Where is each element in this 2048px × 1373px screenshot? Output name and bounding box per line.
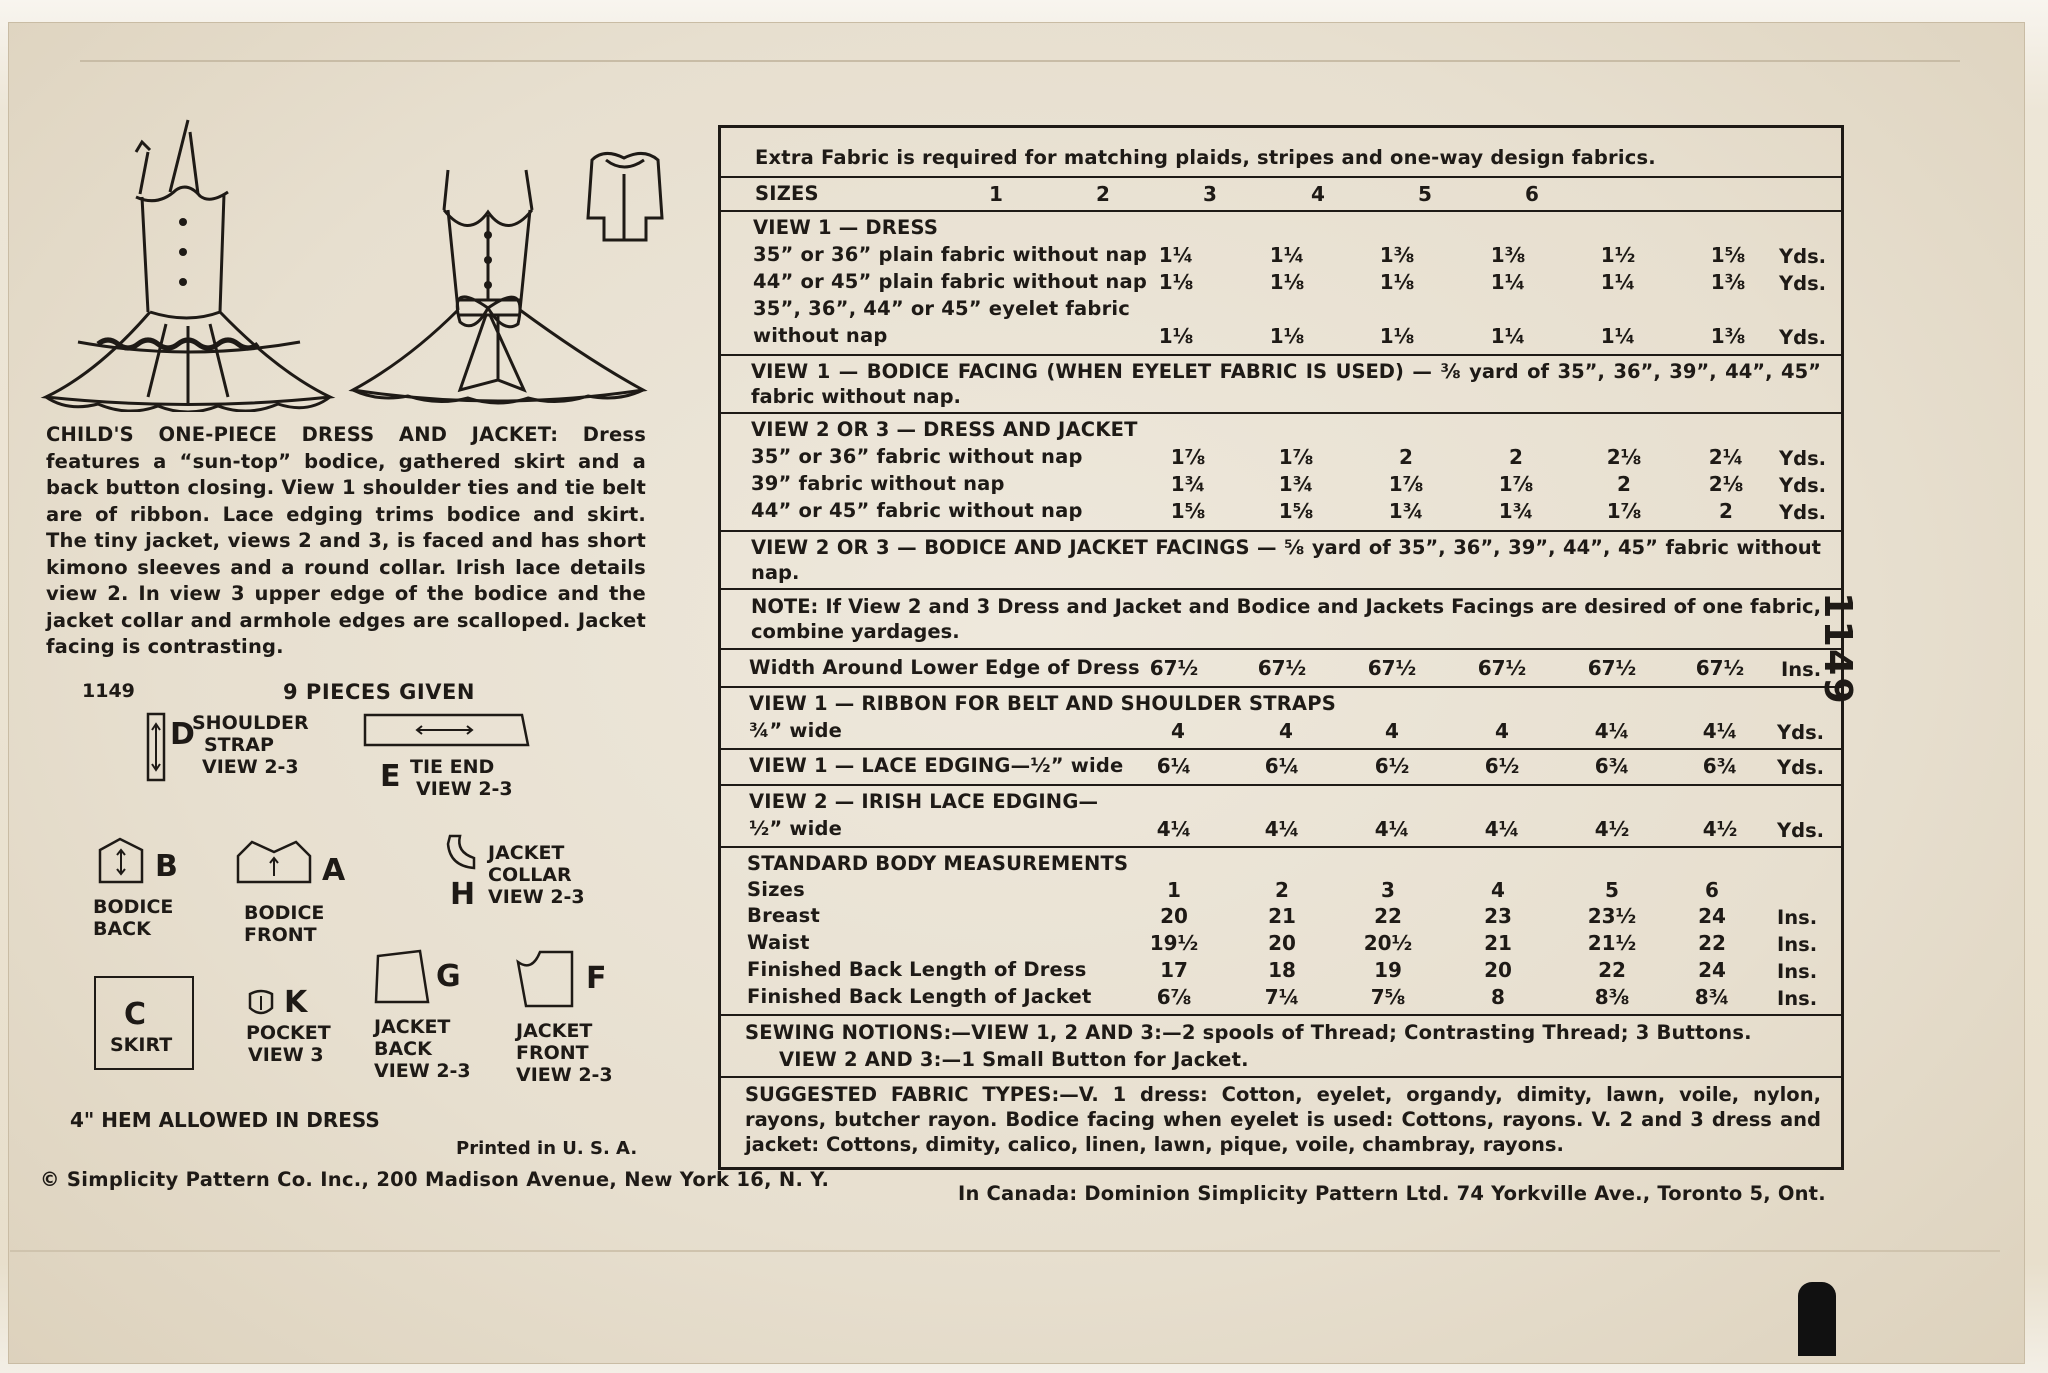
dress-view1-illustration [38, 112, 338, 412]
body-value: 22 [1698, 931, 1726, 955]
description-body: Dress features a “sun-top” bodice, gathered skirt and a back button closing. View 1 shoulder ties and tie belt are of ribbon. Lace edging trims bodice and skirt. The tiny jacket, views 2 and 3, is faced and has short kimono sleeves and a round collar. Irish lace details view 2. In view 3 upper edge of the bodice and the jacket collar and armhole edges are scalloped. Jacket facing is contrasting. [46, 423, 646, 658]
lace-value: 6¾ [1594, 754, 1630, 778]
view23-dress-value: 1⅞ [1388, 472, 1424, 496]
body-value: 24 [1698, 904, 1726, 928]
irish-title: VIEW 2 — IRISH LACE EDGING— [749, 790, 1099, 813]
body-value: 23 [1484, 904, 1512, 928]
body-value: 21 [1484, 931, 1512, 955]
piece-g-label-line: JACKET [374, 1016, 451, 1038]
view23-dress-value: 2¼ [1708, 445, 1744, 469]
piece-c-letter: C [124, 997, 147, 1032]
view23-dress-value: 2 [1399, 445, 1413, 469]
piece-k-shape [246, 988, 276, 1018]
piece-c-shape [94, 976, 194, 1070]
view23-dress-value: 2 [1509, 445, 1523, 469]
unit-label: Yds. [1777, 819, 1825, 842]
ribbon-value: 4¼ [1594, 719, 1630, 743]
view23-dress-value: 2⅛ [1708, 472, 1744, 496]
irish-value: 4¼ [1156, 817, 1192, 841]
view23-dress-value: 1¾ [1388, 499, 1424, 523]
view1-dress-value: 1¼ [1600, 324, 1636, 348]
ribbon-value: 4¼ [1702, 719, 1738, 743]
view1-dress-value: 1⅜ [1710, 270, 1746, 294]
size-header: 3 [1203, 182, 1217, 206]
irish-value: 4¼ [1484, 817, 1520, 841]
body-value: 7¼ [1264, 985, 1300, 1009]
piece-f-letter: F [586, 961, 607, 996]
view1-dress-title: VIEW 1 — DRESS [753, 216, 939, 239]
piece-k-letter: K [284, 985, 308, 1020]
body-value: 22 [1374, 904, 1402, 928]
view1-facing-note: VIEW 1 — BODICE FACING (WHEN EYELET FABRIC IS USED) — ⅜ yard of 35”, 36”, 39”, 44”, 45” fabric without nap. [751, 360, 1821, 408]
envelope-flap-edge [80, 60, 1960, 62]
piece-g-label-line: BACK [374, 1038, 432, 1060]
pattern-description [46, 422, 646, 661]
view23-facings-note: VIEW 2 OR 3 — BODICE AND JACKET FACINGS — ⅝ yard of 35”, 36”, 39”, 44”, 45” fabric without nap. [751, 536, 1821, 584]
view23-dress-value: 1⅞ [1278, 445, 1314, 469]
view23-dress-title: VIEW 2 OR 3 — DRESS AND JACKET [751, 418, 1138, 441]
size-header: 4 [1311, 182, 1325, 206]
unit-label: Yds. [1779, 272, 1827, 295]
width-value: 67½ [1257, 656, 1307, 680]
piece-d-label-line: VIEW 2-3 [202, 756, 299, 778]
view1-dress-value: 1⅜ [1710, 324, 1746, 348]
body-value: 8⅜ [1594, 985, 1630, 1009]
piece-d-label [192, 712, 309, 778]
body-row-label: Waist [747, 931, 810, 954]
body-value: 19 [1374, 958, 1402, 982]
piece-b-letter: B [155, 849, 178, 884]
piece-b-label [93, 896, 173, 940]
combine-note: NOTE: If View 2 and 3 Dress and Jacket and Bodice and Jackets Facings are desired of one fabric, combine yardages. [751, 595, 1821, 643]
unit-label: Yds. [1779, 326, 1827, 349]
irish-label: ½” wide [749, 817, 843, 840]
pieces-count: 9 PIECES GIVEN [283, 680, 475, 704]
view23-dress-value: 1¾ [1498, 499, 1534, 523]
side-pattern-number: 1149 [1816, 592, 1860, 706]
size-header: 5 [1418, 182, 1432, 206]
view23-dress-value: 1¾ [1170, 472, 1206, 496]
body-value: 22 [1598, 958, 1626, 982]
view23-dress-value: 2 [1719, 499, 1733, 523]
body-row-label: Breast [747, 904, 820, 927]
view1-dress-value: 1⅝ [1710, 243, 1746, 267]
lace-value: 6¼ [1264, 754, 1300, 778]
yardage-chart [718, 125, 1844, 1170]
unit-label: Ins. [1777, 987, 1818, 1010]
body-value: 21 [1268, 904, 1296, 928]
view23-dress-value: 1⅝ [1278, 499, 1314, 523]
body-row-label: Finished Back Length of Jacket [747, 985, 1092, 1008]
view1-dress-value: 1¼ [1158, 243, 1194, 267]
view1-dress-value: 1⅛ [1269, 324, 1305, 348]
size-header: 1 [989, 182, 1003, 206]
view1-dress-row-label: 35”, 36”, 44” or 45” eyelet fabric [753, 297, 1131, 320]
view23-dress-value: 2 [1617, 472, 1631, 496]
body-value: 6⅞ [1156, 985, 1192, 1009]
piece-f-label-line: FRONT [516, 1042, 589, 1064]
ribbon-label: ¾” wide [749, 719, 843, 742]
body-size-header: 1 [1167, 878, 1181, 902]
piece-f-label-line: VIEW 2-3 [516, 1064, 613, 1086]
copyright: © Simplicity Pattern Co. Inc., 200 Madison Avenue, New York 16, N. Y. [40, 1168, 830, 1191]
lace-value: 6½ [1484, 754, 1520, 778]
envelope-tab [1798, 1282, 1836, 1356]
piece-d-label-line: STRAP [204, 734, 274, 756]
view1-dress-value: 1¼ [1269, 243, 1305, 267]
view1-dress-value: 1½ [1600, 243, 1636, 267]
body-sizes-label: Sizes [747, 878, 805, 901]
ribbon-title: VIEW 1 — RIBBON FOR BELT AND SHOULDER STRAPS [749, 692, 1336, 715]
piece-h-label-line: JACKET [488, 842, 565, 864]
body-value: 21½ [1587, 931, 1637, 955]
body-size-header: 3 [1381, 878, 1395, 902]
view1-dress-row-label: 35” or 36” plain fabric without nap [753, 243, 1147, 266]
piece-d-label-line: SHOULDER [192, 712, 309, 734]
pieces-pattern-number: 1149 [82, 680, 135, 702]
view1-dress-value: 1⅜ [1379, 243, 1415, 267]
piece-g-label [374, 1016, 471, 1082]
piece-h-label-line: VIEW 2-3 [488, 886, 585, 908]
view1-dress-value: 1¼ [1490, 324, 1526, 348]
piece-k-label-line: VIEW 3 [248, 1044, 324, 1066]
body-size-header: 4 [1491, 878, 1505, 902]
irish-value: 4½ [1702, 817, 1738, 841]
width-value: 67½ [1695, 656, 1745, 680]
view23-dress-value: 1⅞ [1170, 445, 1206, 469]
envelope-fold-edge [10, 1250, 2000, 1252]
body-value: 19½ [1149, 931, 1199, 955]
ribbon-value: 4 [1385, 719, 1399, 743]
view1-dress-value: 1⅛ [1379, 324, 1415, 348]
piece-d-shape [146, 712, 166, 782]
piece-d-letter: D [170, 717, 195, 752]
body-value: 17 [1160, 958, 1188, 982]
view23-dress-row-label: 44” or 45” fabric without nap [751, 499, 1083, 522]
view1-dress-value: 1⅛ [1158, 270, 1194, 294]
ribbon-value: 4 [1495, 719, 1509, 743]
piece-f-label-line: JACKET [516, 1020, 593, 1042]
view23-dress-value: 1⅞ [1606, 499, 1642, 523]
width-row-label: Width Around Lower Edge of Dress [749, 656, 1140, 679]
size-header: 2 [1096, 182, 1110, 206]
unit-label: Ins. [1777, 906, 1818, 929]
view1-dress-value: 1⅛ [1379, 270, 1415, 294]
body-row-label: Finished Back Length of Dress [747, 958, 1087, 981]
piece-h-shape [444, 832, 480, 872]
view23-dress-row-label: 39” fabric without nap [751, 472, 1005, 495]
width-value: 67½ [1367, 656, 1417, 680]
lace-label: VIEW 1 — LACE EDGING—½” wide [749, 754, 1124, 777]
unit-label: Ins. [1781, 658, 1822, 681]
extra-fabric-note: Extra Fabric is required for matching plaids, stripes and one-way design fabrics. [755, 146, 1656, 169]
piece-f-shape [512, 948, 578, 1010]
body-value: 20 [1484, 958, 1512, 982]
piece-a-label [244, 902, 324, 946]
unit-label: Ins. [1777, 960, 1818, 983]
body-value: 20½ [1363, 931, 1413, 955]
body-value: 24 [1698, 958, 1726, 982]
body-size-header: 5 [1605, 878, 1619, 902]
description-lead: CHILD'S ONE-PIECE DRESS AND JACKET: [46, 423, 559, 446]
body-value: 20 [1160, 904, 1188, 928]
view1-dress-value: 1¼ [1490, 270, 1526, 294]
piece-h-letter: H [450, 877, 476, 912]
lace-value: 6¼ [1156, 754, 1192, 778]
piece-c-label: SKIRT [110, 1034, 173, 1056]
body-value: 23½ [1587, 904, 1637, 928]
notions-line1: SEWING NOTIONS:—VIEW 1, 2 AND 3:—2 spools of Thread; Contrasting Thread; 3 Buttons. [745, 1021, 1752, 1044]
piece-b-label-line: BACK [93, 918, 151, 940]
piece-e-label [410, 756, 513, 800]
body-value: 18 [1268, 958, 1296, 982]
piece-f-label [516, 1020, 613, 1086]
unit-label: Yds. [1779, 245, 1827, 268]
irish-value: 4¼ [1374, 817, 1410, 841]
view23-dress-value: 1⅞ [1498, 472, 1534, 496]
piece-g-shape [372, 948, 432, 1006]
piece-a-shape [234, 838, 314, 886]
view23-dress-value: 2⅛ [1606, 445, 1642, 469]
body-size-header: 6 [1705, 878, 1719, 902]
piece-h-label-line: COLLAR [488, 864, 572, 886]
unit-label: Ins. [1777, 933, 1818, 956]
body-size-header: 2 [1275, 878, 1289, 902]
irish-value: 4¼ [1264, 817, 1300, 841]
view1-dress-row-label: 44” or 45” plain fabric without nap [753, 270, 1147, 293]
piece-a-label-line: BODICE [244, 902, 325, 924]
view1-dress-value: 1⅛ [1269, 270, 1305, 294]
jacket-illustration [584, 148, 666, 244]
width-value: 67½ [1149, 656, 1199, 680]
unit-label: Yds. [1777, 721, 1825, 744]
piece-b-shape [96, 836, 146, 886]
body-value: 20 [1268, 931, 1296, 955]
piece-e-letter: E [380, 759, 401, 794]
width-value: 67½ [1477, 656, 1527, 680]
body-title: STANDARD BODY MEASUREMENTS [747, 852, 1129, 875]
printed-in: Printed in U. S. A. [456, 1138, 638, 1159]
body-value: 7⅝ [1370, 985, 1406, 1009]
view1-dress-row-label2: without nap [753, 324, 888, 347]
sizes-label: SIZES [755, 182, 819, 205]
unit-label: Yds. [1779, 501, 1827, 524]
piece-b-label-line: BODICE [93, 896, 174, 918]
fabric-types: SUGGESTED FABRIC TYPES:—V. 1 dress: Cotton, eyelet, organdy, dimity, lawn, voile, nylon, rayons, butcher rayon. Bodice facing when eyelet is used: Cottons, rayons. V. 2 and 3 dress and jacket: Cottons, dimity, calico, linen, lawn, pique, voile, chambray, rayons. [745, 1083, 1821, 1156]
body-value: 8 [1491, 985, 1505, 1009]
view1-dress-value: 1⅜ [1490, 243, 1526, 267]
piece-k-label-line: POCKET [246, 1022, 331, 1044]
unit-label: Yds. [1777, 756, 1825, 779]
piece-e-label-line: TIE END [410, 756, 495, 778]
piece-a-letter: A [322, 853, 346, 888]
piece-e-label-line: VIEW 2-3 [416, 778, 513, 800]
piece-g-letter: G [436, 959, 461, 994]
view1-dress-value: 1¼ [1600, 270, 1636, 294]
view23-dress-value: 1⅝ [1170, 499, 1206, 523]
unit-label: Yds. [1779, 474, 1827, 497]
ribbon-value: 4 [1279, 719, 1293, 743]
irish-value: 4½ [1594, 817, 1630, 841]
canada-address: In Canada: Dominion Simplicity Pattern Ltd. 74 Yorkville Ave., Toronto 5, Ont. [958, 1182, 1826, 1205]
size-header: 6 [1525, 182, 1539, 206]
piece-g-label-line: VIEW 2-3 [374, 1060, 471, 1082]
view23-dress-value: 1¾ [1278, 472, 1314, 496]
hem-note: 4" HEM ALLOWED IN DRESS [70, 1108, 380, 1132]
unit-label: Yds. [1779, 447, 1827, 470]
ribbon-value: 4 [1171, 719, 1185, 743]
view1-dress-value: 1⅛ [1158, 324, 1194, 348]
lace-value: 6¾ [1702, 754, 1738, 778]
piece-a-label-line: FRONT [244, 924, 317, 946]
notions-line2: VIEW 2 AND 3:—1 Small Button for Jacket. [779, 1048, 1249, 1071]
piece-h-label [488, 842, 585, 908]
body-value: 8¾ [1694, 985, 1730, 1009]
piece-k-label [246, 1022, 331, 1066]
width-value: 67½ [1587, 656, 1637, 680]
lace-value: 6½ [1374, 754, 1410, 778]
view23-dress-row-label: 35” or 36” fabric without nap [751, 445, 1083, 468]
piece-e-shape [362, 712, 532, 748]
